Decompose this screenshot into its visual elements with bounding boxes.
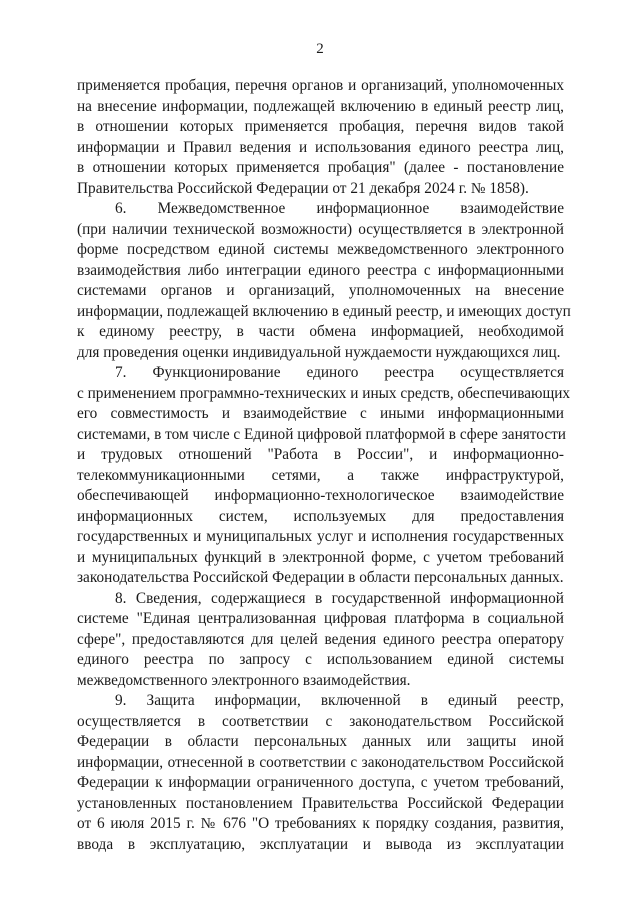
text-line: 9. Защита информации, включенной в единый реестр,: [115, 692, 564, 709]
text-line: и муниципальных функций в электронной форме, с учетом требований: [77, 548, 564, 566]
text-line: форме посредством единой системы межведомственного электронного: [77, 241, 564, 258]
text-line: системе "Единая централизованная цифровая платформа в социальной: [77, 610, 564, 627]
text-line: к единому реестру, в части обмена информацией, необходимой: [77, 323, 564, 340]
text-line: его совместимость и взаимодействие с иными информационными: [77, 405, 564, 422]
text-line: информации и Правил ведения и использования единого реестра лиц,: [77, 138, 564, 156]
text-line: 6. Межведомственное информационное взаимодействие: [115, 200, 564, 217]
text-line: в отношении которых применяется пробация" (далее - постановление: [77, 159, 564, 176]
text-line: установленных постановлением Правительства Российской Федерации: [77, 794, 564, 812]
text-line: законодательства Российской Федерации в области персональных данных.: [77, 569, 564, 586]
text-line: в отношении которых применяется пробация, перечня видов такой: [77, 118, 564, 135]
document-body: [77, 76, 571, 855]
text-line: для проведения оценки индивидуальной нуждаемости нуждающихся лиц.: [77, 343, 561, 361]
text-line: обеспечивающей информационно-технологическое взаимодействие: [77, 487, 564, 504]
text-line: Федерации в области персональных данных или защиты иной: [77, 733, 564, 750]
text-line: (при наличии технической возможности) осуществляется в электронной: [77, 220, 564, 238]
text-line: Федерации к информации ограниченного доступа, с учетом требований,: [77, 774, 564, 791]
text-line: системами органов и организаций, уполномоченных на внесение: [77, 282, 564, 299]
text-line: осуществляется в соответствии с законодательством Российской: [77, 712, 564, 730]
text-line: Правительства Российской Федерации от 21 декабря 2024 г. № 1858).: [77, 179, 529, 197]
text-line: 7. Функционирование единого реестра осуществляется: [115, 364, 564, 381]
text-line: и трудовых отношений "Работа в России", и информационно-: [77, 446, 564, 463]
text-line: применяется пробация, перечня органов и организаций, уполномоченных: [77, 77, 564, 94]
text-line: 8. Сведения, содержащиеся в государственной информационной: [115, 589, 564, 607]
text-line: сфере", предоставляются для целей ведения единого реестра оператору: [77, 630, 564, 648]
text-line: на внесение информации, подлежащей включению в единый реестр лиц,: [77, 97, 564, 115]
text-line: от 6 июля 2015 г. № 676 "О требованиях к порядку создания, развития,: [77, 815, 564, 832]
page-number: 2: [316, 41, 324, 57]
text-line: межведомственного электронного взаимодействия.: [77, 671, 411, 689]
text-line: информации, отнесенной в соответствии с законодательством Российской: [77, 753, 564, 771]
text-line: телекоммуникационными сетями, а также инфраструктурой,: [77, 466, 564, 484]
text-line: единого реестра по запросу с использованием единой системы: [77, 651, 564, 668]
text-line: государственных и муниципальных услуг и исполнения государственных: [77, 528, 564, 545]
text-line: системами, в том числе с Единой цифровой платформой в сфере занятости: [77, 425, 566, 443]
text-line: ввода в эксплуатацию, эксплуатации и вывода из эксплуатации: [77, 835, 564, 853]
text-line: с применением программно-технических и иных средств, обеспечивающих: [77, 384, 571, 402]
text-line: информации, подлежащей включению в единый реестр, и имеющих доступ: [77, 302, 571, 320]
text-line: информационных систем, используемых для предоставления: [77, 507, 564, 525]
text-line: взаимодействия либо интеграции единого реестра с информационными: [77, 261, 564, 279]
